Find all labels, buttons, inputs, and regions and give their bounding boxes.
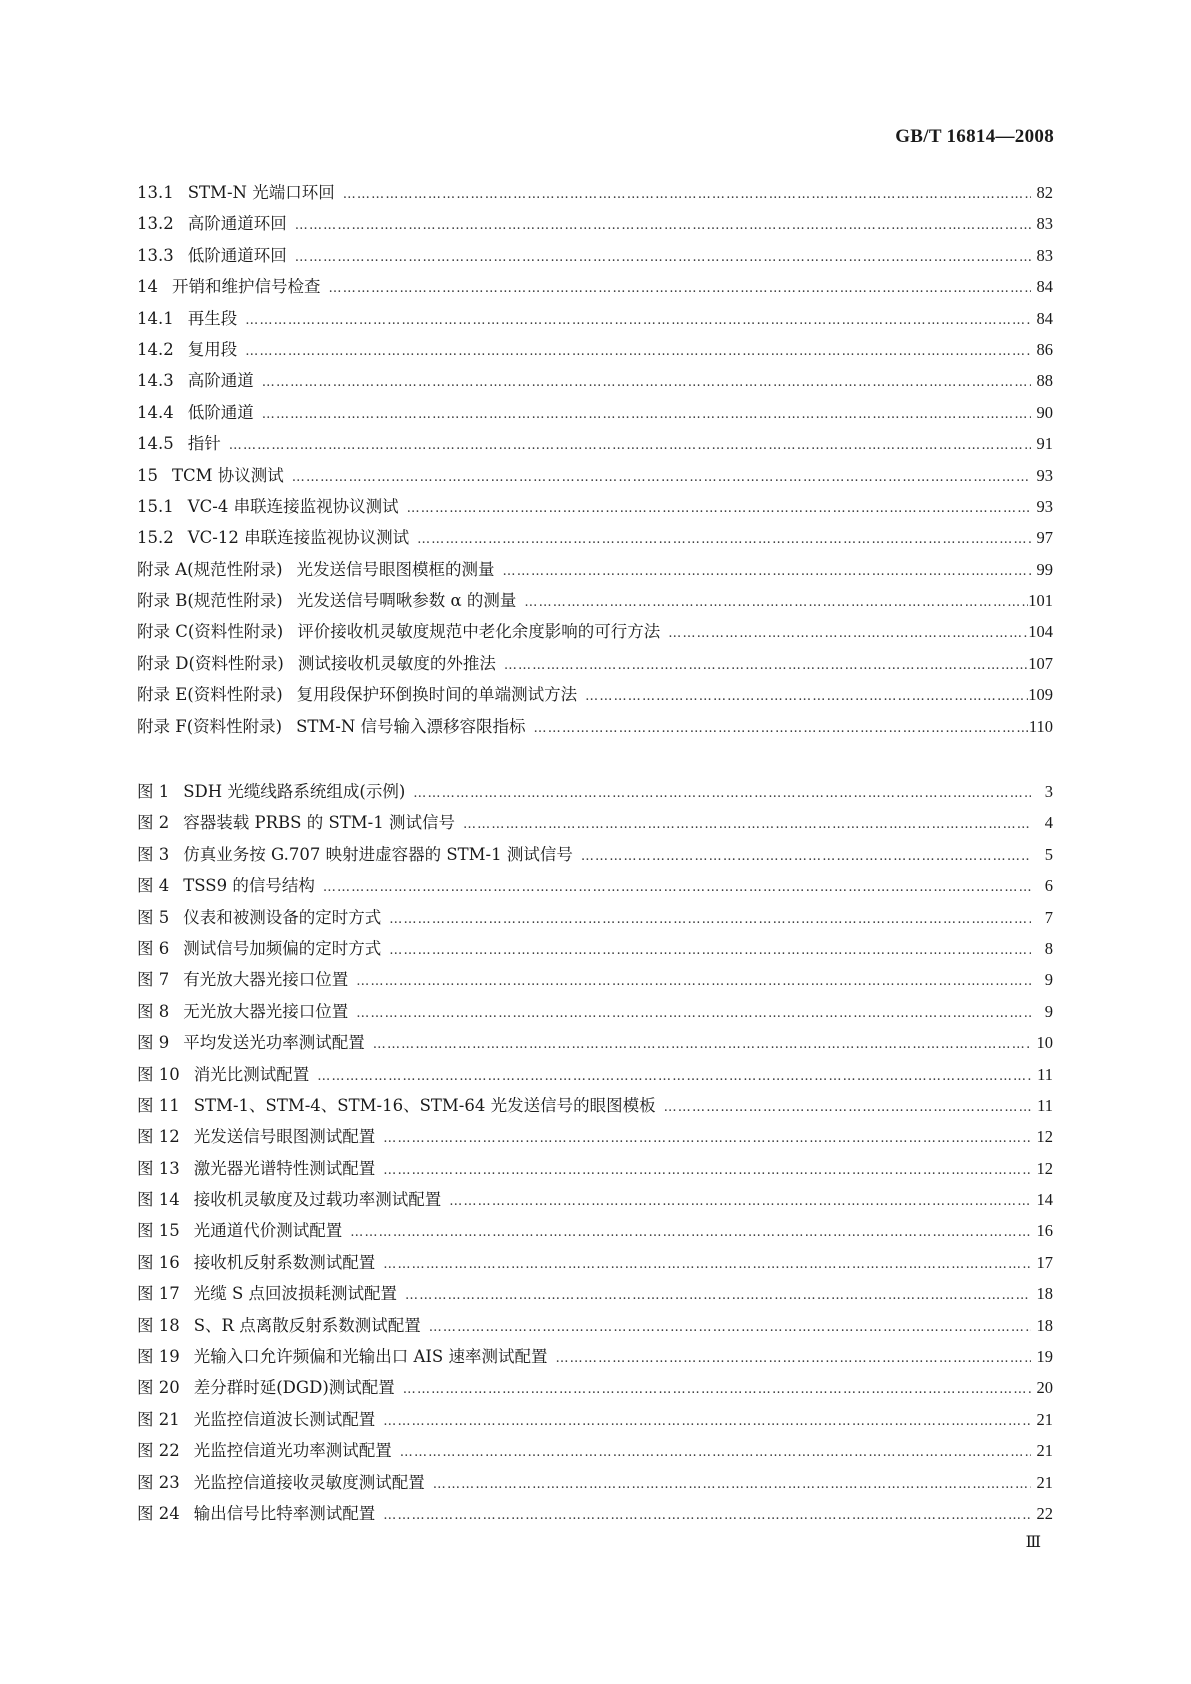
entry-page-number: 20 — [1036, 1378, 1053, 1398]
entry-title: 光输入口允许频偏和光输出口 AIS 速率测试配置 — [193, 1347, 548, 1367]
entry-page-number: 7 — [1044, 907, 1053, 927]
entry-number: 13.3 — [137, 245, 174, 265]
entry-number: 图 22 — [137, 1441, 180, 1461]
toc-entry[interactable] — [137, 1061, 1053, 1092]
dot-leader — [348, 1006, 1031, 1021]
entry-number: 图 18 — [137, 1315, 180, 1335]
entry-title: 指针 — [187, 434, 221, 454]
toc-entry[interactable] — [137, 935, 1053, 966]
toc-entry[interactable] — [137, 1249, 1053, 1280]
dot-leader — [375, 1163, 1031, 1178]
entry-number: 图 15 — [137, 1221, 180, 1241]
dot-leader — [237, 344, 1031, 359]
page-folio: Ⅲ — [1025, 1534, 1041, 1551]
entry-page-number: 91 — [1036, 434, 1053, 454]
entry-number: 图 5 — [137, 907, 170, 927]
toc-entry[interactable] — [137, 273, 1053, 304]
toc-entry[interactable] — [137, 587, 1053, 618]
entry-title: 评价接收机灵敏度规范中老化余度影响的可行方法 — [297, 622, 661, 642]
entry-page-number: 99 — [1036, 559, 1053, 579]
entry-title: S、R 点离散反射系数测试配置 — [193, 1315, 421, 1335]
entry-title: 差分群时延(DGD)测试配置 — [193, 1378, 395, 1398]
entry-number: 15 — [137, 465, 158, 485]
entry-page-number: 84 — [1036, 308, 1053, 328]
toc-entry[interactable] — [137, 305, 1053, 336]
entry-title: 光监控信道光功率测试配置 — [193, 1441, 392, 1461]
entry-page-number: 97 — [1036, 528, 1053, 548]
entry-number: 图 24 — [137, 1503, 180, 1523]
toc-entry[interactable] — [137, 904, 1053, 935]
toc-entry[interactable] — [137, 336, 1053, 367]
entry-title: 光缆 S 点回波损耗测试配置 — [193, 1284, 398, 1304]
entry-number: 图 17 — [137, 1284, 180, 1304]
toc-entry[interactable] — [137, 1406, 1053, 1437]
entry-number: 图 11 — [137, 1095, 180, 1115]
entry-page-number: 12 — [1036, 1158, 1053, 1178]
entry-page-number: 109 — [1028, 685, 1053, 705]
dot-leader — [375, 1414, 1031, 1429]
entry-page-number: 19 — [1036, 1347, 1053, 1367]
entry-page-number: 3 — [1044, 782, 1053, 801]
toc-entry[interactable] — [137, 1186, 1053, 1217]
entry-title: 激光器光谱特性测试配置 — [193, 1158, 376, 1178]
entry-number: 14.3 — [137, 371, 174, 391]
entry-title: VC-12 串联连接监视协议测试 — [187, 528, 410, 548]
dot-leader — [573, 849, 1031, 864]
entry-number: 附录 A(规范性附录) — [137, 559, 283, 579]
dot-leader — [335, 187, 1031, 202]
entry-page-number: 107 — [1028, 653, 1053, 673]
entry-title: 光监控信道波长测试配置 — [193, 1409, 376, 1429]
toc-entry[interactable] — [137, 430, 1053, 461]
entry-number: 15.2 — [137, 528, 174, 548]
entry-number: 13.1 — [137, 183, 174, 202]
entry-page-number: 18 — [1036, 1315, 1053, 1335]
entry-title: 光发送信号啁啾参数 α 的测量 — [296, 591, 517, 611]
toc-entry[interactable] — [137, 210, 1053, 241]
dot-leader — [395, 1382, 1031, 1397]
entry-number: 附录 C(资料性附录) — [137, 622, 284, 642]
entry-title: SDH 光缆线路系统组成(示例) — [183, 782, 406, 801]
entry-number: 图 3 — [137, 844, 170, 864]
toc-entry[interactable] — [137, 713, 1053, 744]
entry-title: 低阶通道 — [187, 402, 254, 422]
entry-number: 15.1 — [137, 496, 174, 516]
dot-leader — [284, 470, 1031, 485]
entry-number: 图 2 — [137, 813, 170, 833]
entry-page-number: 101 — [1028, 591, 1053, 611]
toc-entry[interactable] — [137, 399, 1053, 430]
dot-leader — [660, 626, 1028, 641]
entry-number: 图 20 — [137, 1378, 180, 1398]
entry-page-number: 90 — [1036, 402, 1053, 422]
toc-entry[interactable] — [137, 841, 1053, 872]
entry-title: 平均发送光功率测试配置 — [183, 1033, 365, 1053]
dot-leader — [526, 721, 1029, 736]
dot-leader — [409, 532, 1031, 547]
entry-number: 14.4 — [137, 402, 174, 422]
dot-leader — [254, 375, 1031, 390]
toc-entry[interactable] — [137, 618, 1053, 649]
toc-entry[interactable] — [137, 809, 1053, 840]
dot-leader — [399, 501, 1031, 516]
entry-number: 图 12 — [137, 1127, 180, 1147]
entry-page-number: 16 — [1036, 1221, 1053, 1241]
entry-page-number: 5 — [1044, 844, 1053, 864]
dot-leader — [392, 1445, 1031, 1460]
entry-number: 图 14 — [137, 1190, 180, 1210]
toc-entry[interactable] — [137, 367, 1053, 398]
dot-leader — [577, 689, 1028, 704]
entry-title: STM-N 光端口环回 — [187, 183, 335, 202]
entry-title: 复用段 — [187, 339, 238, 359]
toc-entry[interactable] — [137, 1123, 1053, 1154]
dot-leader — [221, 438, 1031, 453]
dot-leader — [421, 1320, 1031, 1335]
entry-title: 高阶通道环回 — [187, 214, 287, 234]
toc-entry[interactable] — [137, 1092, 1053, 1123]
toc-entry[interactable] — [137, 242, 1053, 273]
entry-title: 有光放大器光接口位置 — [183, 970, 349, 990]
entry-page-number: 88 — [1036, 371, 1053, 391]
toc-entry[interactable] — [137, 1217, 1053, 1248]
entry-title: 光监控信道接收灵敏度测试配置 — [193, 1472, 425, 1492]
entry-page-number: 18 — [1036, 1284, 1053, 1304]
dot-leader — [441, 1194, 1031, 1209]
entry-page-number: 104 — [1028, 622, 1053, 642]
entry-title: 输出信号比特率测试配置 — [193, 1503, 376, 1523]
entry-page-number: 21 — [1036, 1441, 1053, 1461]
toc-entry[interactable] — [137, 493, 1053, 524]
entry-page-number: 11 — [1037, 1064, 1053, 1084]
toc-entry[interactable] — [137, 462, 1053, 493]
toc-entry[interactable] — [137, 966, 1053, 997]
entry-title: STM-N 信号输入漂移容限指标 — [296, 716, 526, 736]
entry-title: 无光放大器光接口位置 — [183, 1001, 349, 1021]
entry-number: 图 13 — [137, 1158, 180, 1178]
entry-page-number: 86 — [1036, 339, 1053, 359]
entry-title: 接收机反射系数测试配置 — [193, 1252, 376, 1272]
entry-page-number: 9 — [1044, 1001, 1053, 1021]
entry-number: 图 1 — [137, 782, 170, 801]
entry-title: 仪表和被测设备的定时方式 — [183, 907, 382, 927]
toc-entry[interactable] — [137, 524, 1053, 555]
dot-leader — [405, 786, 1031, 801]
dot-leader — [656, 1100, 1031, 1115]
entry-page-number: 21 — [1036, 1472, 1053, 1492]
toc-entry[interactable] — [137, 1437, 1053, 1468]
toc-entry[interactable] — [137, 1500, 1053, 1531]
entry-page-number: 22 — [1036, 1503, 1053, 1523]
entry-number: 图 21 — [137, 1409, 180, 1429]
entry-number: 附录 E(资料性附录) — [137, 685, 283, 705]
toc-entry[interactable] — [137, 1312, 1053, 1343]
entry-number: 14 — [137, 277, 158, 297]
entry-page-number: 10 — [1036, 1033, 1053, 1053]
dot-leader — [381, 943, 1031, 958]
dot-leader — [381, 912, 1031, 927]
entry-title: STM-1、STM-4、STM-16、STM-64 光发送信号的眼图模板 — [193, 1095, 656, 1115]
entry-page-number: 4 — [1044, 813, 1053, 833]
dot-leader — [321, 281, 1032, 296]
dot-leader — [375, 1131, 1031, 1146]
dot-leader — [375, 1257, 1031, 1272]
entry-page-number: 93 — [1036, 465, 1053, 485]
entry-page-number: 6 — [1044, 876, 1053, 896]
entry-page-number: 93 — [1036, 496, 1053, 516]
dot-leader — [495, 564, 1031, 579]
entry-page-number: 83 — [1036, 245, 1053, 265]
entry-number: 图 4 — [137, 876, 170, 896]
entry-title: 仿真业务按 G.707 映射进虚容器的 STM-1 测试信号 — [183, 844, 573, 864]
dot-leader — [309, 1069, 1031, 1084]
dot-leader — [455, 817, 1031, 832]
entry-page-number: 84 — [1036, 277, 1053, 297]
entry-title: 光通道代价测试配置 — [193, 1221, 343, 1241]
entry-number: 图 10 — [137, 1064, 180, 1084]
dot-leader — [287, 218, 1031, 233]
entry-number: 图 19 — [137, 1347, 180, 1367]
entry-number: 图 6 — [137, 938, 170, 958]
toc-section-list — [137, 179, 1053, 744]
entry-title: TCM 协议测试 — [172, 465, 284, 485]
toc-entry[interactable] — [137, 1343, 1053, 1374]
entry-title: 容器装载 PRBS 的 STM-1 测试信号 — [183, 813, 455, 833]
toc-entry[interactable] — [137, 179, 1053, 210]
entry-page-number: 110 — [1028, 716, 1053, 736]
entry-title: 测试信号加频偏的定时方式 — [183, 938, 382, 958]
entry-number: 图 9 — [137, 1033, 170, 1053]
entry-title: 光发送信号眼图模框的测量 — [296, 559, 495, 579]
entry-title: 高阶通道 — [187, 371, 254, 391]
dot-leader — [365, 1037, 1031, 1052]
entry-title: 再生段 — [187, 308, 238, 328]
dot-leader — [375, 1508, 1031, 1523]
toc-entry[interactable] — [137, 778, 1053, 809]
entry-number: 图 16 — [137, 1252, 180, 1272]
entry-title: 接收机灵敏度及过载功率测试配置 — [193, 1190, 442, 1210]
dot-leader — [254, 407, 1031, 422]
dot-leader — [315, 880, 1031, 895]
dot-leader — [425, 1477, 1031, 1492]
toc-entry[interactable] — [137, 1029, 1053, 1060]
entry-page-number: 12 — [1036, 1127, 1053, 1147]
entry-page-number: 17 — [1036, 1252, 1053, 1272]
entry-number: 14.2 — [137, 339, 174, 359]
dot-leader — [348, 974, 1031, 989]
dot-leader — [496, 658, 1028, 673]
entry-title: VC-4 串联连接监视协议测试 — [187, 496, 399, 516]
dot-leader — [547, 1351, 1031, 1366]
toc-entry[interactable] — [137, 872, 1053, 903]
entry-title: 低阶通道环回 — [187, 245, 287, 265]
entry-page-number: 82 — [1036, 183, 1053, 202]
entry-title: 复用段保护环倒换时间的单端测试方法 — [296, 685, 578, 705]
entry-page-number: 21 — [1036, 1409, 1053, 1429]
entry-title: 开销和维护信号检查 — [172, 277, 321, 297]
entry-number: 图 23 — [137, 1472, 180, 1492]
standard-code: GB/T 16814—2008 — [895, 126, 1054, 147]
entry-page-number: 8 — [1044, 938, 1053, 958]
toc-entry[interactable] — [137, 1155, 1053, 1186]
entry-page-number: 83 — [1036, 214, 1053, 234]
entry-number: 14.5 — [137, 434, 174, 454]
entry-number: 图 7 — [137, 970, 170, 990]
toc-figure-list — [137, 778, 1053, 1531]
toc-entry[interactable] — [137, 650, 1053, 681]
entry-number: 附录 F(资料性附录) — [137, 716, 283, 736]
dot-leader — [397, 1288, 1031, 1303]
entry-number: 附录 B(规范性附录) — [137, 591, 283, 611]
toc-entry[interactable] — [137, 1374, 1053, 1405]
dot-leader — [342, 1225, 1031, 1240]
toc-entry[interactable] — [137, 998, 1053, 1029]
entry-page-number: 9 — [1044, 970, 1053, 990]
dot-leader — [516, 595, 1028, 610]
dot-leader — [287, 250, 1031, 265]
entry-page-number: 14 — [1036, 1190, 1053, 1210]
toc-entry[interactable] — [137, 1280, 1053, 1311]
entry-title: TSS9 的信号结构 — [183, 876, 315, 896]
entry-number: 附录 D(资料性附录) — [137, 653, 284, 673]
entry-title: 测试接收机灵敏度的外推法 — [297, 653, 496, 673]
entry-number: 14.1 — [137, 308, 174, 328]
toc-entry[interactable] — [137, 556, 1053, 587]
entry-title: 光发送信号眼图测试配置 — [193, 1127, 376, 1147]
entry-page-number: 11 — [1037, 1095, 1053, 1115]
entry-number: 13.2 — [137, 214, 174, 234]
toc-entry[interactable] — [137, 1469, 1053, 1500]
entry-number: 图 8 — [137, 1001, 170, 1021]
toc-entry[interactable] — [137, 681, 1053, 712]
entry-title: 消光比测试配置 — [193, 1064, 310, 1084]
dot-leader — [237, 313, 1031, 328]
